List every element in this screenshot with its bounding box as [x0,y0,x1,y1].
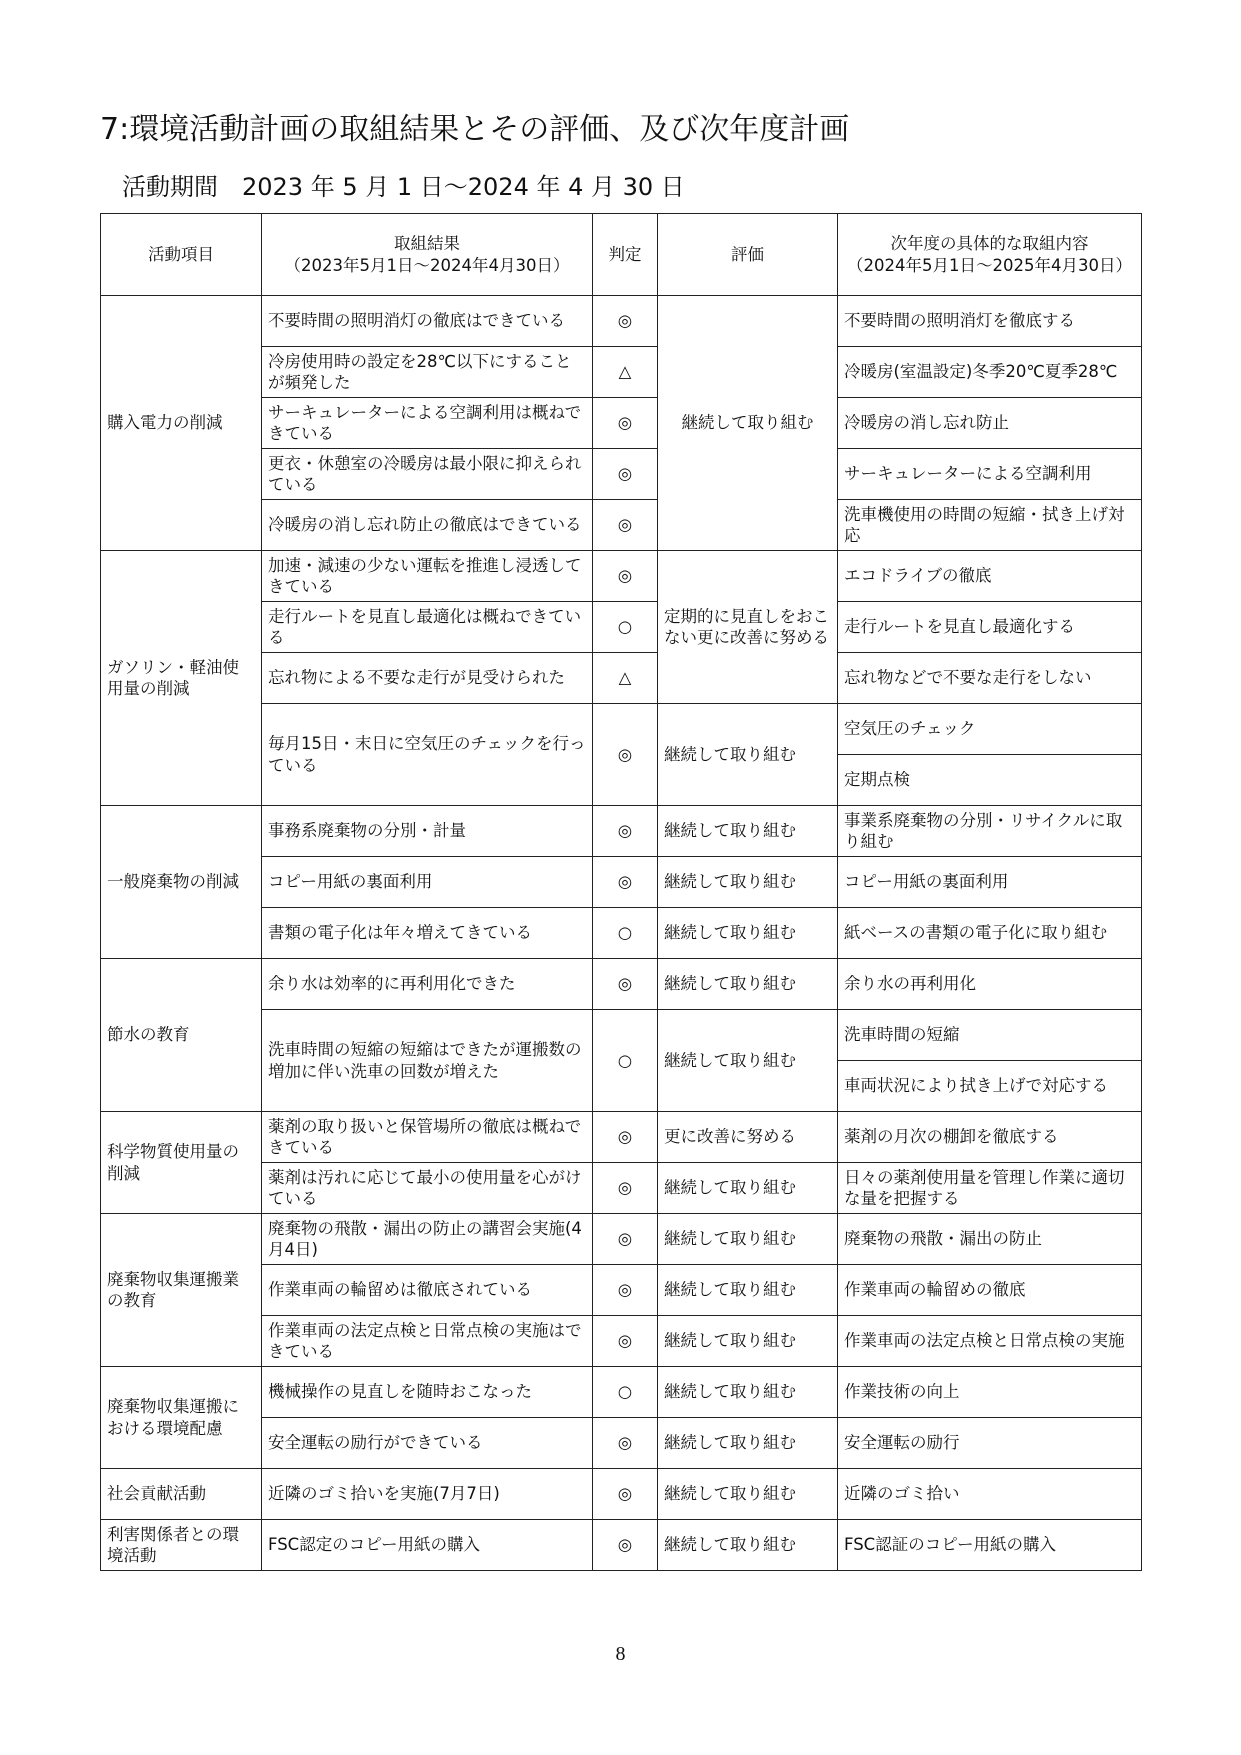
result-cell: 走行ルートを見直し最適化は概ねできている [262,602,593,653]
result-cell: 冷房使用時の設定を28℃以下にすることが頻発した [262,347,593,398]
evaluation-cell: 継続して取り組む [658,1520,838,1571]
next-cell: 忘れ物などで不要な走行をしない [838,653,1142,704]
next-cell: 廃棄物の飛散・漏出の防止 [838,1214,1142,1265]
item-cell: 廃棄物収集運搬業の教育 [101,1214,262,1367]
judge-cell: ◎ [593,398,658,449]
result-cell: 近隣のゴミ拾いを実施(7月7日) [262,1469,593,1520]
item-cell: 節水の教育 [101,959,262,1112]
evaluation-cell: 定期的に見直しをおこない更に改善に努める [658,551,838,704]
item-cell: 利害関係者との環境活動 [101,1520,262,1571]
judge-cell: ◎ [593,1316,658,1367]
result-cell: 更衣・休憩室の冷暖房は最小限に抑えられている [262,449,593,500]
table-row [101,1520,1142,1571]
evaluation-cell: 継続して取り組む [658,908,838,959]
judge-cell: ◎ [593,959,658,1010]
result-cell: コピー用紙の裏面利用 [262,857,593,908]
next-cell: 洗車時間の短縮 [838,1010,1142,1061]
next-cell: 空気圧のチェック [838,704,1142,755]
next-cell: 車両状況により拭き上げで対応する [838,1061,1142,1112]
evaluation-cell: 継続して取り組む [658,959,838,1010]
judge-cell: ◎ [593,857,658,908]
evaluation-cell: 更に改善に努める [658,1112,838,1163]
next-cell: 走行ルートを見直し最適化する [838,602,1142,653]
judge-cell: ◎ [593,551,658,602]
item-cell: 購入電力の削減 [101,296,262,551]
table-row [101,296,1142,347]
judge-cell: ◎ [593,1112,658,1163]
header-item: 活動項目 [101,214,262,296]
evaluation-cell: 継続して取り組む [658,1469,838,1520]
result-cell: 書類の電子化は年々増えてきている [262,908,593,959]
next-cell: コピー用紙の裏面利用 [838,857,1142,908]
next-cell: サーキュレーターによる空調利用 [838,449,1142,500]
header-next [838,214,1142,296]
result-cell: 事務系廃棄物の分別・計量 [262,806,593,857]
table-row [101,1214,1142,1265]
table-row [101,959,1142,1010]
item-cell: ガソリン・軽油使用量の削減 [101,551,262,806]
result-cell: FSC認定のコピー用紙の購入 [262,1520,593,1571]
judge-cell: △ [593,653,658,704]
judge-cell: ◎ [593,1265,658,1316]
evaluation-cell: 継続して取り組む [658,1265,838,1316]
header-evaluation: 評価 [658,214,838,296]
page-number: 8 [615,1643,626,1665]
item-cell: 科学物質使用量の削減 [101,1112,262,1214]
next-cell: 安全運転の励行 [838,1418,1142,1469]
next-cell: エコドライブの徹底 [838,551,1142,602]
evaluation-cell: 継続して取り組む [658,1316,838,1367]
next-cell: 定期点検 [838,755,1142,806]
result-cell: 薬剤は汚れに応じて最小の使用量を心がけている [262,1163,593,1214]
judge-cell: ○ [593,1367,658,1418]
next-cell: 冷暖房の消し忘れ防止 [838,398,1142,449]
next-cell: 冷暖房(室温設定)冬季20℃夏季28℃ [838,347,1142,398]
result-cell: 忘れ物による不要な走行が見受けられた [262,653,593,704]
result-cell: 作業車両の法定点検と日常点検の実施はできている [262,1316,593,1367]
evaluation-cell: 継続して取り組む [658,806,838,857]
judge-cell: ◎ [593,806,658,857]
evaluation-cell: 継続して取り組む [658,1367,838,1418]
next-cell: 作業車両の法定点検と日常点検の実施 [838,1316,1142,1367]
result-cell: サーキュレーターによる空調利用は概ねできている [262,398,593,449]
table-row [101,1469,1142,1520]
judge-cell: ○ [593,1010,658,1112]
table-row [101,1112,1142,1163]
table-row [101,1367,1142,1418]
judge-cell: ◎ [593,1163,658,1214]
next-cell: 余り水の再利用化 [838,959,1142,1010]
activity-period: 活動期間 2023 年 5 月 1 日～2024 年 4 月 30 日 [122,173,685,201]
next-cell: 事業系廃棄物の分別・リサイクルに取り組む [838,806,1142,857]
judge-cell: ◎ [593,1520,658,1571]
header-result-label: 取組結果 [394,234,460,254]
next-cell: 日々の薬剤使用量を管理し作業に適切な量を把握する [838,1163,1142,1214]
result-cell: 薬剤の取り扱いと保管場所の徹底は概ねできている [262,1112,593,1163]
judge-cell: ◎ [593,296,658,347]
header-judge: 判定 [593,214,658,296]
judge-cell: △ [593,347,658,398]
judge-cell: ◎ [593,1214,658,1265]
result-cell: 洗車時間の短縮の短縮はできたが運搬数の増加に伴い洗車の回数が増えた [262,1010,593,1112]
next-cell: 作業車両の輪留めの徹底 [838,1265,1142,1316]
evaluation-cell: 継続して取り組む [658,704,838,806]
result-cell: 廃棄物の飛散・漏出の防止の講習会実施(4月4日) [262,1214,593,1265]
result-cell: 不要時間の照明消灯の徹底はできている [262,296,593,347]
evaluation-cell: 継続して取り組む [658,1418,838,1469]
judge-cell: ○ [593,602,658,653]
next-cell: FSC認証のコピー用紙の購入 [838,1520,1142,1571]
evaluation-cell: 継続して取り組む [658,1010,838,1112]
judge-cell: ◎ [593,500,658,551]
evaluation-cell: 継続して取り組む [658,1163,838,1214]
judge-cell: ◎ [593,1418,658,1469]
judge-cell: ◎ [593,704,658,806]
evaluation-cell: 継続して取り組む [658,1214,838,1265]
judge-cell: ◎ [593,1469,658,1520]
header-next-label: 次年度の具体的な取組内容 [890,234,1089,254]
activity-plan-table [100,213,1142,1571]
next-cell: 作業技術の向上 [838,1367,1142,1418]
header-result-period: （2023年5月1日～2024年4月30日） [284,255,570,275]
result-cell: 加速・減速の少ない運転を推進し浸透してきている [262,551,593,602]
item-cell: 廃棄物収集運搬における環境配慮 [101,1367,262,1469]
result-cell: 作業車両の輪留めは徹底されている [262,1265,593,1316]
next-cell: 薬剤の月次の棚卸を徹底する [838,1112,1142,1163]
next-cell: 洗車機使用の時間の短縮・拭き上げ対応 [838,500,1142,551]
header-result [262,214,593,296]
next-cell: 不要時間の照明消灯を徹底する [838,296,1142,347]
judge-cell: ◎ [593,449,658,500]
result-cell: 機械操作の見直しを随時おこなった [262,1367,593,1418]
table-header-row [101,214,1142,296]
evaluation-cell: 継続して取り組む [658,857,838,908]
page-title: 7:環境活動計画の取組結果とその評価、及び次年度計画 [100,112,850,147]
table-row [101,806,1142,857]
item-cell: 一般廃棄物の削減 [101,806,262,959]
next-cell: 紙ベースの書類の電子化に取り組む [838,908,1142,959]
evaluation-cell: 継続して取り組む [658,296,838,551]
next-cell: 近隣のゴミ拾い [838,1469,1142,1520]
table-row [101,551,1142,602]
item-cell: 社会貢献活動 [101,1469,262,1520]
result-cell: 安全運転の励行ができている [262,1418,593,1469]
header-next-period: （2024年5月1日～2025年4月30日） [847,255,1132,275]
result-cell: 毎月15日・末日に空気圧のチェックを行っている [262,704,593,806]
result-cell: 余り水は効率的に再利用化できた [262,959,593,1010]
judge-cell: ○ [593,908,658,959]
result-cell: 冷暖房の消し忘れ防止の徹底はできている [262,500,593,551]
